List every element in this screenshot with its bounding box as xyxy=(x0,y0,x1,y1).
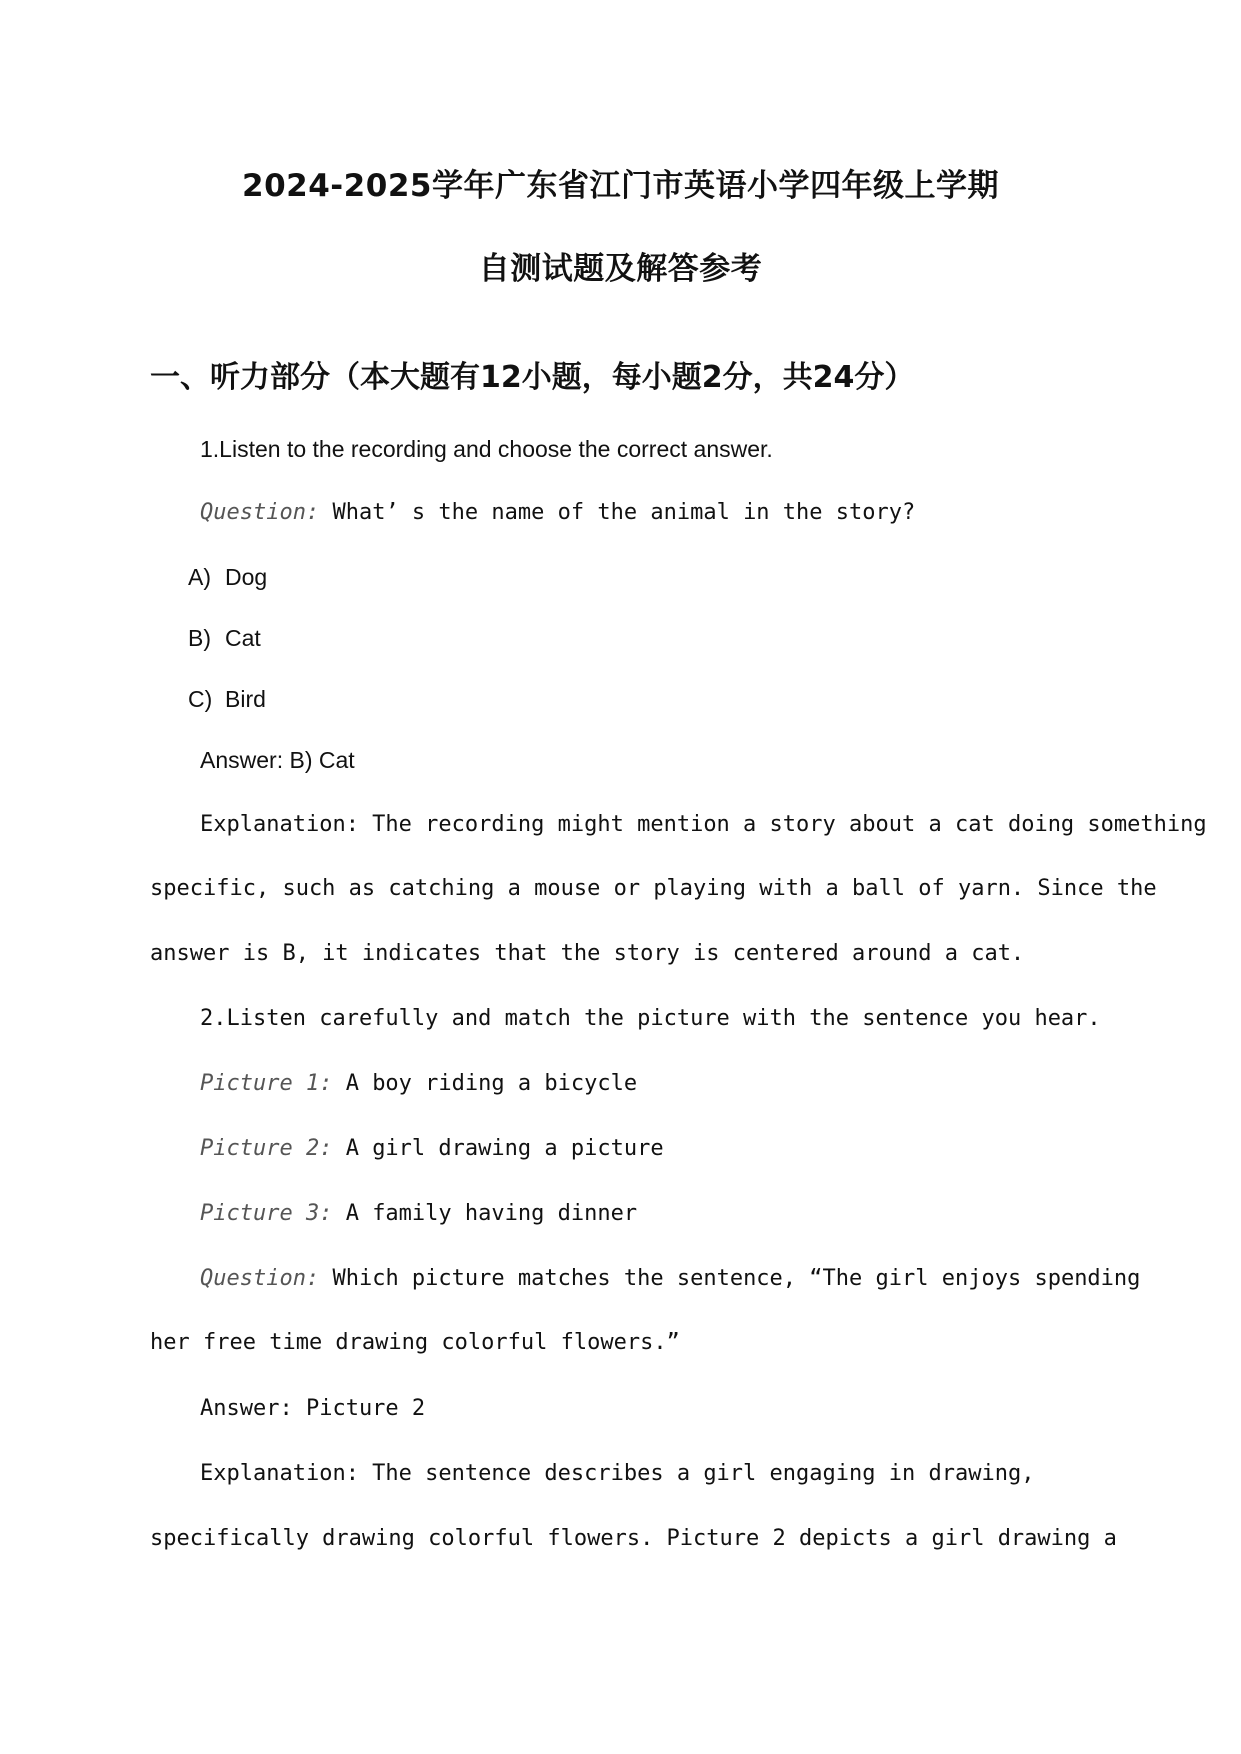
section-heading: 一、听力部分（本大题有12小题，每小题2分，共24分） xyxy=(150,360,915,395)
q1-explanation-line3: answer is B, it indicates that the story is centered around a cat. xyxy=(150,941,1025,966)
document-title-line1: 2024-2025学年广东省江门市英语小学四年级上学期 xyxy=(242,168,999,204)
q2-explanation-line2: specifically drawing colorful flowers. Picture 2 depicts a girl drawing a xyxy=(150,1526,1117,1551)
document-title-line2: 自测试题及解答参考 xyxy=(478,251,763,287)
q2-picture-1-label: Picture 1: xyxy=(200,1071,333,1096)
q2-question-label: Question: xyxy=(200,1266,320,1291)
q1-option-c-text: Bird xyxy=(225,686,266,712)
q2-picture-1 xyxy=(200,1071,637,1096)
q1-question xyxy=(200,500,915,525)
q2-picture-2-label: Picture 2: xyxy=(200,1136,333,1161)
q2-picture-1-text: A boy riding a bicycle xyxy=(332,1071,638,1096)
q1-option-b-letter: B) xyxy=(188,625,211,651)
q1-question-text: What’ s the name of the animal in the story? xyxy=(319,500,916,525)
q1-option-b-text: Cat xyxy=(225,625,261,651)
q1-explanation-line1: Explanation: The recording might mention a story about a cat doing something xyxy=(200,812,1207,837)
q2-question-text: Which picture matches the sentence, “The girl enjoys spending xyxy=(319,1266,1141,1291)
q2-question-line1 xyxy=(200,1266,1140,1291)
q2-prompt: 2.Listen carefully and match the picture with the sentence you hear. xyxy=(200,1006,1101,1031)
q1-option-c-letter: C) xyxy=(188,686,213,712)
q1-option-a-letter: A) xyxy=(188,564,211,590)
q1-option-a-text: Dog xyxy=(225,564,268,590)
q2-picture-2 xyxy=(200,1136,664,1161)
q1-question-label: Question: xyxy=(200,500,320,525)
q2-question-line2: her free time drawing colorful flowers.” xyxy=(150,1330,680,1355)
q2-picture-3-label: Picture 3: xyxy=(200,1201,333,1226)
q2-explanation-line1: Explanation: The sentence describes a girl engaging in drawing, xyxy=(200,1461,1035,1486)
q2-picture-2-text: A girl drawing a picture xyxy=(332,1136,664,1161)
q2-picture-3-text: A family having dinner xyxy=(332,1201,638,1226)
q2-answer: Answer: Picture 2 xyxy=(200,1396,426,1421)
q1-answer: Answer: B) Cat xyxy=(200,747,355,773)
q1-prompt: 1.Listen to the recording and choose the correct answer. xyxy=(200,436,773,462)
q2-picture-3 xyxy=(200,1201,637,1226)
q1-explanation-line2: specific, such as catching a mouse or playing with a ball of yarn. Since the xyxy=(150,876,1157,901)
